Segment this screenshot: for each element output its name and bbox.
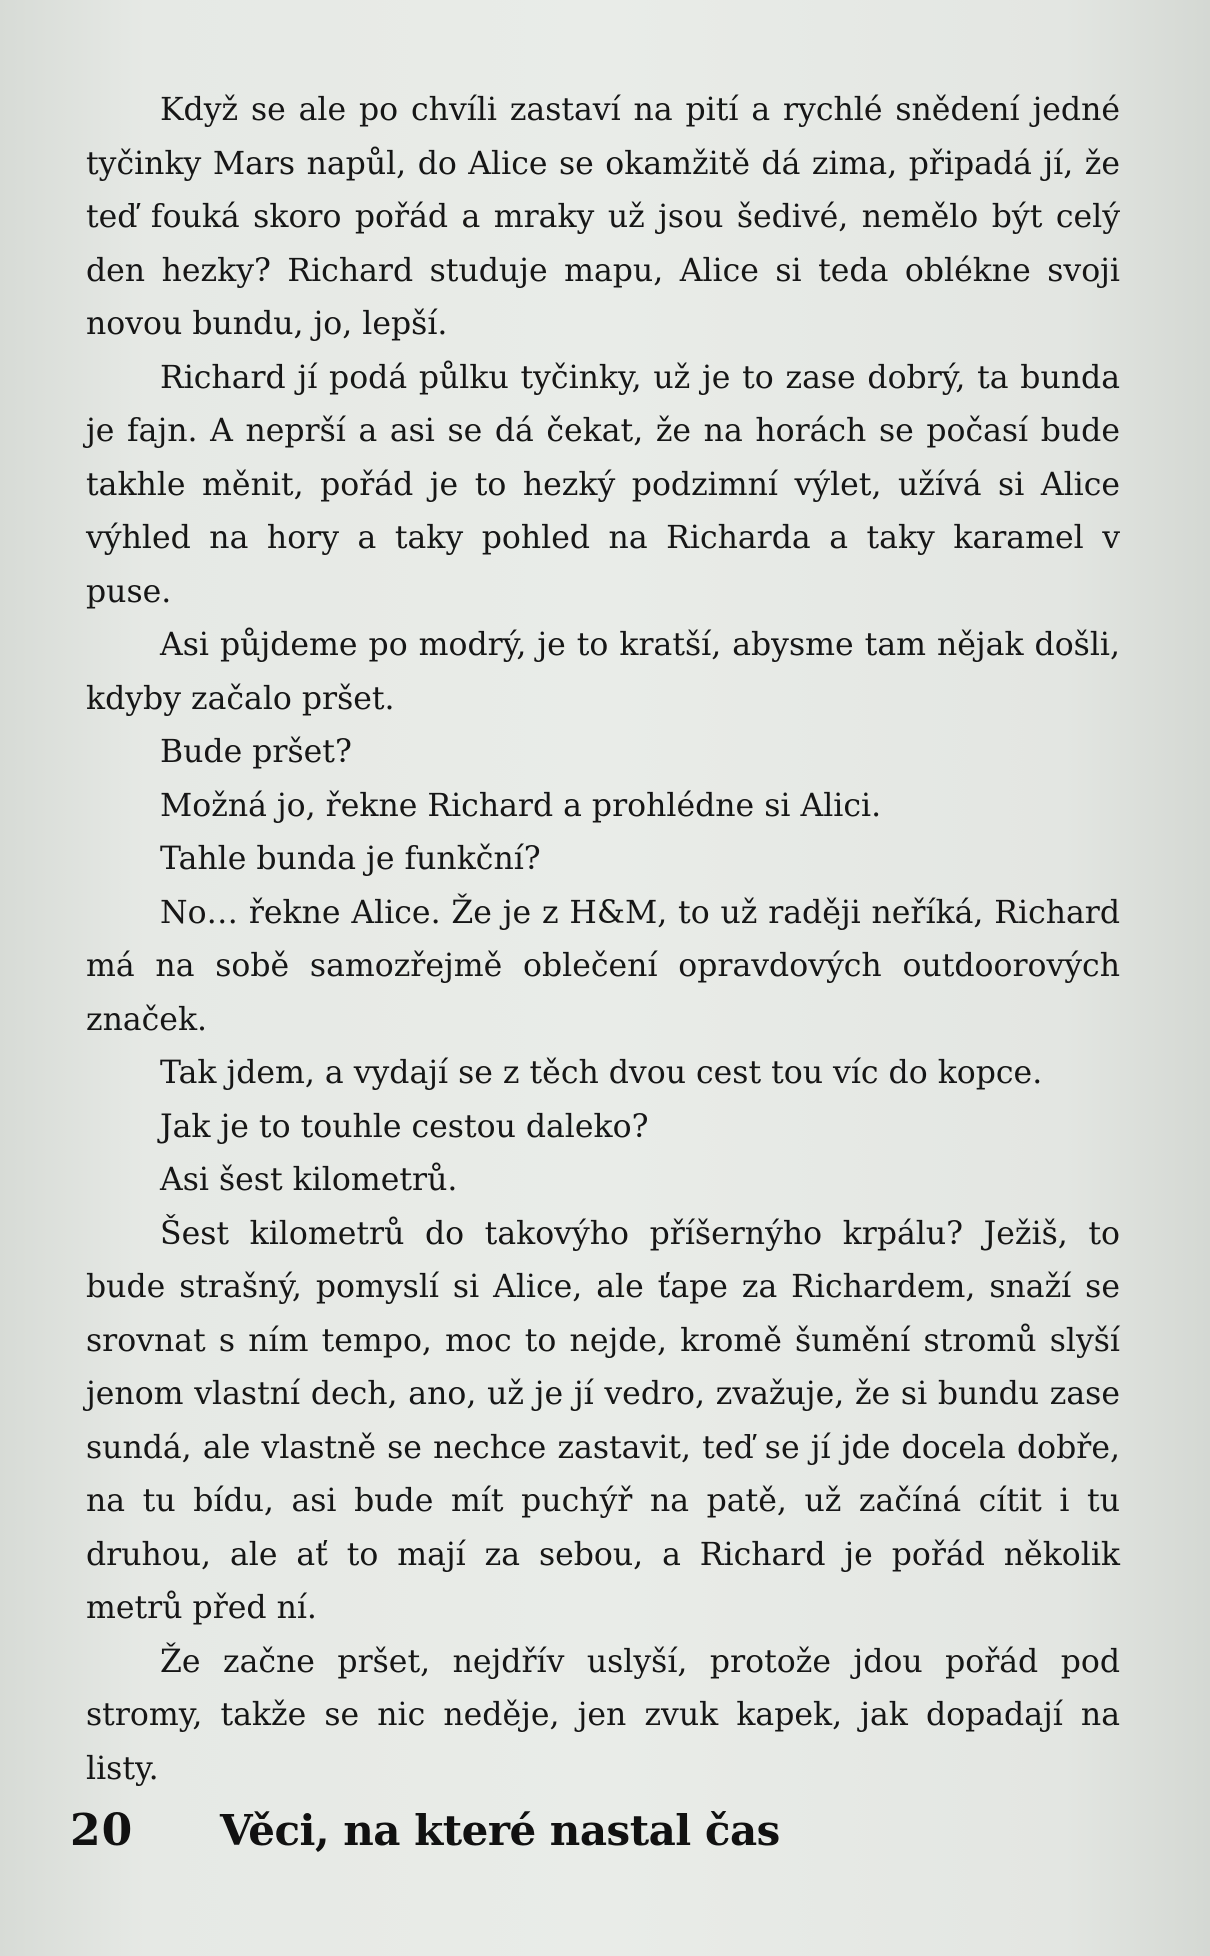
- paragraph: Tahle bunda je funkční?: [160, 841, 541, 877]
- paragraph: Šest kilometrů do takovýho příšernýho krpálu? Ježiš, to bude strašný, pomyslí si Alice, ale ťape za Richardem, snaží se srovnat s ním tempo, moc to nejde, kromě šumění stromů slyší jenom vlastní dech, ano, už je jí vedro, zvažuje, že si bundu zase sundá, ale vlastně se nechce zastavit, teď se jí jde docela dobře, na tu bídu, asi bude mít puchýř na patě, už začíná cítit i tu druhou, ale ať to mají za sebou, a Richard je pořád několik metrů před ní.: [86, 1215, 1120, 1626]
- paragraph: Asi šest kilometrů.: [160, 1162, 458, 1198]
- paragraph: Možná jo, řekne Richard a prohlédne si Alici.: [160, 787, 882, 824]
- paragraph: Když se ale po chvíli zastaví na pití a rychlé snědení jedné tyčinky Mars napůl, do Alice se okamžitě dá zima, připadá jí, že teď fouká skoro pořád a mraky už jsou šedivé, nemělo být celý den hezky? Richard studuje mapu, Alice si teda oblékne svoji novou bundu, jo, lepší.: [86, 92, 1120, 342]
- paragraph: Asi půjdeme po modrý, je to kratší, abysme tam nějak došli, kdyby začalo pršet.: [86, 627, 1120, 717]
- body-text: [86, 84, 1120, 1796]
- paragraph: Bude pršet?: [160, 734, 352, 770]
- paragraph: Tak jdem, a vydají se z těch dvou cest tou víc do kopce.: [160, 1055, 1043, 1091]
- paragraph: Jak je to touhle cestou daleko?: [160, 1108, 649, 1145]
- page-number: 20: [70, 1805, 134, 1856]
- paragraph: Richard jí podá půlku tyčinky, už je to zase dobrý, ta bunda je fajn. A neprší a asi se dá čekat, že na horách se počasí bude takhle měnit, pořád je to hezký podzimní výlet, užívá si Alice výhled na hory a taky pohled na Richarda a taky karamel v puse.: [86, 359, 1120, 610]
- paragraph: Že začne pršet, nejdřív uslyší, protože jdou pořád pod stromy, takže se nic neděje, jen zvuk kapek, jak dopadají na listy.: [86, 1643, 1120, 1787]
- running-title: Věci, na které nastal čas: [220, 1806, 780, 1855]
- paragraph: No… řekne Alice. Že je z H&M, to už raději neříká, Richard má na sobě samozřejmě oblečení opravdových outdoorových značek.: [86, 894, 1120, 1038]
- page-footer: [70, 1796, 1140, 1866]
